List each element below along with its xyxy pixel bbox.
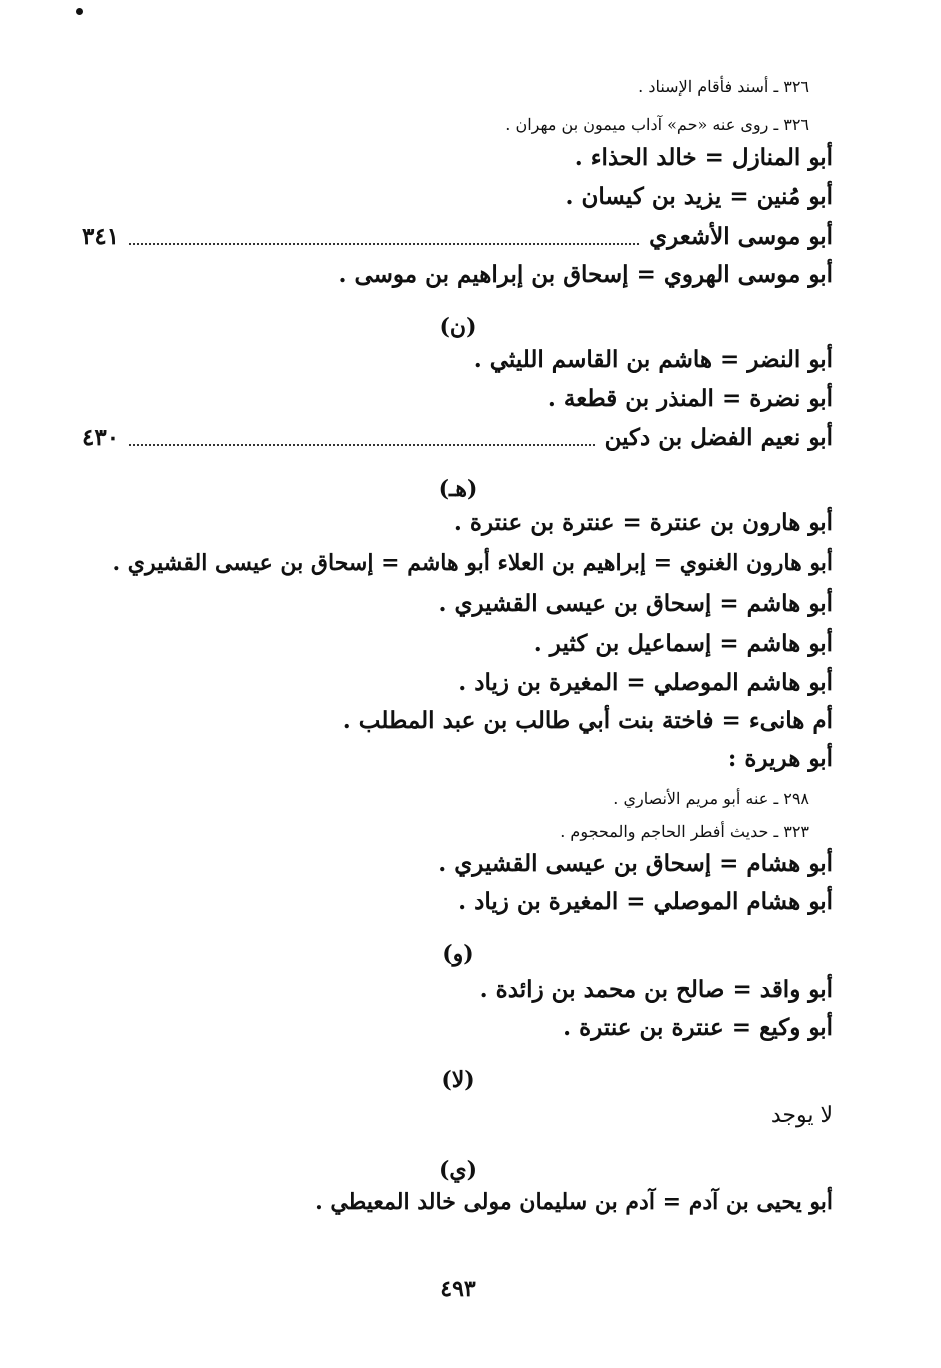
entry-page-number: ٤٣٠ — [82, 424, 120, 451]
section-heading: (ن) — [439, 314, 477, 340]
sub-entry: ٢٩٨ ـ عنه أبو مريم الأنصاري . — [613, 789, 809, 808]
section-heading: (لا) — [441, 1067, 475, 1093]
index-entry: أبو هريرة : — [727, 745, 833, 772]
entry-page-number: ٣٤١ — [82, 223, 120, 250]
index-entry: أبو نضرة = المنذر بن قطعة . — [547, 385, 833, 412]
index-entry: أبو المنازل = خالد الحذاء . — [574, 144, 833, 171]
index-entry — [315, 1187, 833, 1218]
ink-dot — [76, 8, 83, 15]
section-heading: (هـ) — [438, 476, 478, 502]
dot-leader — [129, 443, 595, 446]
index-entry: أبو هارون الغنوي = إبراهيم بن العلاء أبو هاشم = إسحاق بن عيسى القشيري . — [112, 550, 833, 576]
index-entry: أم هانىء = فاختة بنت أبي طالب بن عبد المطلب . — [342, 707, 833, 734]
index-entry-with-page — [82, 423, 833, 453]
sub-entry: ٣٢٣ ـ حديث أفطر الحاجم والمحجوم . — [560, 822, 809, 841]
index-entry: أبو هشام الموصلي = المغيرة بن زياد . — [458, 888, 833, 915]
section-heading: (و) — [442, 941, 474, 967]
index-entry: أبو هاشم الموصلي = المغيرة بن زياد . — [458, 669, 833, 696]
index-entry: أبو هاشم = إسماعيل بن كثير . — [533, 630, 833, 657]
index-entry: أبو هشام = إسحاق بن عيسى القشيري . — [438, 850, 833, 877]
dot-leader — [129, 242, 639, 245]
index-entry: أبو هارون بن عنترة = عنترة بن عنترة . — [453, 509, 833, 536]
index-entry: أبو واقد = صالح بن محمد بن زائدة . — [479, 976, 833, 1003]
index-note: لا يوجد — [770, 1103, 833, 1128]
index-entry: أبو هاشم = إسحاق بن عيسى القشيري . — [438, 590, 833, 617]
entry-name: أبو موسى الأشعري — [649, 223, 833, 250]
index-entry: أبو وكيع = عنترة بن عنترة . — [563, 1014, 833, 1041]
sub-entry: ٣٢٦ ـ أسند فأقام الإسناد . — [638, 77, 809, 96]
index-entry-with-page — [82, 222, 833, 252]
entry-text: أبو يحيى بن آدم = آدم بن سليمان مولى خالد المعيطي . — [315, 1189, 833, 1215]
section-heading: (ي) — [438, 1157, 478, 1183]
page-number: ٤٩٣ — [440, 1276, 476, 1302]
entry-name: أبو نعيم الفضل بن دكين — [604, 424, 833, 451]
index-entry: أبو مُنين = يزيد بن كيسان . — [565, 183, 833, 210]
index-entry: أبو النضر = هاشم بن القاسم الليثي . — [473, 346, 833, 373]
index-entry: أبو موسى الهروي = إسحاق بن إبراهيم بن موسى . — [338, 261, 833, 288]
sub-entry: ٣٢٦ ـ روى عنه «حم» آداب ميمون بن مهران . — [505, 115, 809, 134]
